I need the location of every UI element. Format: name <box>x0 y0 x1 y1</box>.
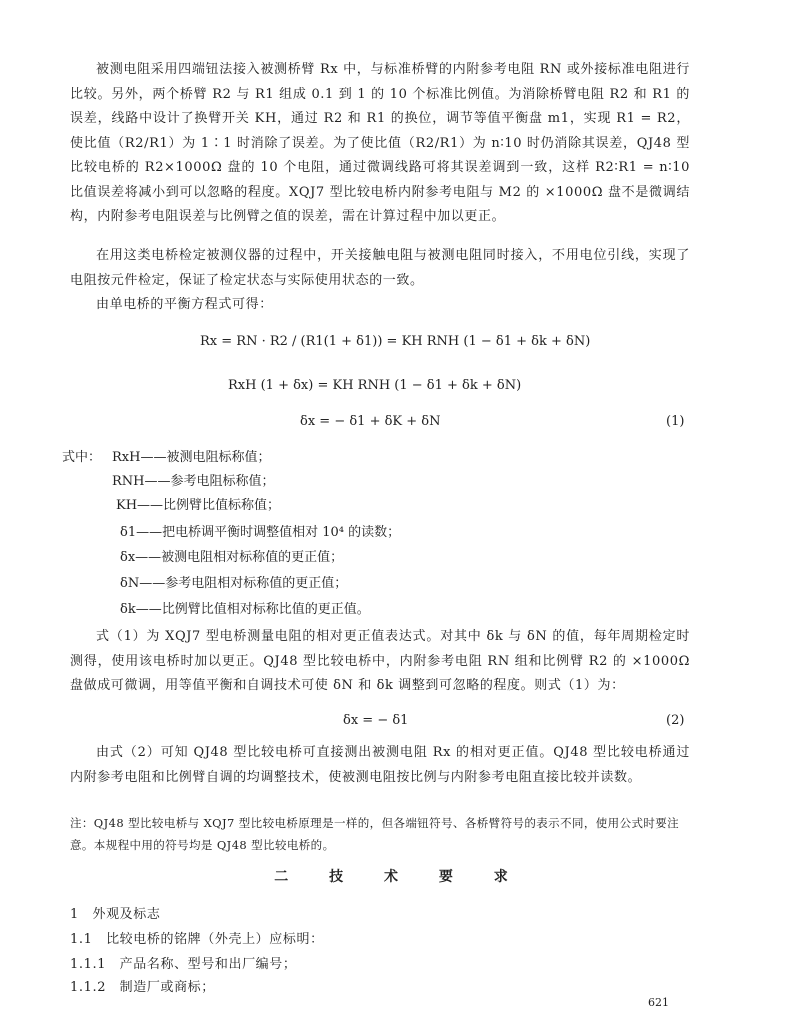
section-heading: 二 技 术 要 求 <box>274 869 526 885</box>
definition-deltan: δN——参考电阻相对标称值的更正值； <box>120 576 348 591</box>
definitions-lead: 式中： <box>62 450 102 465</box>
paragraph-formula-explanation: 式（1）为 XQJ7 型电桥测量电阻的相对更正值表达式。对其中 δk 与 δN 的值，每年周期检定时测得，使用该电桥时加以更正。QJ48 型比较电桥中，内附参考电阻 RN 组和比例臂 R2 的 ×1000Ω 盘做成可微调，用等值平衡和自调技术可使 δN 和 δk 调整到可忽略的程度。则式（1）为： <box>70 629 690 693</box>
list-item: 1.1.2 制造厂或商标； <box>70 980 215 995</box>
paragraph-verification: 在用这类电桥检定被测仪器的过程中，开关接触电阻与被测电阻同时接入，不用电位引线，实现了电阻按元件检定，保证了检定状态与实际使用状态的一致。 <box>70 248 690 288</box>
paragraph-direct-measure: 由式（2）可知 QJ48 型比较电桥可直接测出被测电阻 Rx 的相对更正值。QJ48 型比较电桥通过内附参考电阻和比例臂自调的均调整技术，使被测电阻按比例与内附参考电阻直接比较并读数。 <box>70 745 690 785</box>
list-item: 1 外观及标志 <box>70 907 161 922</box>
definition-rxh: RxH——被测电阻标称值； <box>112 450 271 465</box>
equation-number-2: (2) <box>666 713 685 728</box>
equation-bridge-balance: Rx = RN · R2 / (R1(1 + δ1)) = KH RNH (1 − δ1 + δk + δN) <box>200 334 591 349</box>
paragraph-balance-intro: 由单电桥的平衡方程式可得： <box>96 297 273 312</box>
definition-kh: KH——比例臂比值标称值； <box>116 498 281 513</box>
equation-correction: δx = − δ1 + δK + δN <box>300 414 441 429</box>
definition-deltax: δx——被测电阻相对标称值的更正值； <box>120 550 344 565</box>
equation-nominal: RxH (1 + δx) = KH RNH (1 − δ1 + δk + δN) <box>228 378 522 393</box>
note-symbols: 注：QJ48 型比较电桥与 XQJ7 型比较电桥原理是一样的，但各端钮符号、各桥臂符号的表示不同，使用公式时要注意。本规程中用的符号均是 QJ48 型比较电桥的。 <box>70 816 680 852</box>
definition-deltak: δk——比例臂比值相对标称比值的更正值。 <box>120 602 370 617</box>
definition-delta1: δ1——把电桥调平衡时调整值相对 10⁴ 的读数； <box>120 525 401 540</box>
list-item: 1.1.1 产品名称、型号和出厂编号； <box>70 957 297 972</box>
equation-number-1: (1) <box>666 414 685 429</box>
paragraph-method: 被测电阻采用四端钮法接入被测桥臂 Rx 中，与标准桥臂的内附参考电阻 RN 或外接标准电阻进行比较。另外，两个桥臂 R2 与 R1 组成 0.1 到 1 的 10 个标准比例值。为消除桥臂电阻 R2 和 R1 的误差，线路中设计了换臂开关 KH，通过 R2 和 R1 的换位，调节等值平衡盘 m1，实现 R1 = R2，使比值（R2/R1）为 1∶1 时消除了误差。为了使比值（R2/R1）为 n∶10 时仍消除其误差，QJ48 型比较电桥的 R2×1000Ω 盘的 10 个电阻，通过微调线路可将其误差调到一致，这样 R2∶R1 = n∶10 比值误差将减小到可以忽略的程度。XQJ7 型比较电桥内附参考电阻与 M2 的 ×1000Ω 盘不是微调结构，内附参考电阻误差与比例臂之值的误差，需在计算过程中加以更正。 <box>70 62 690 224</box>
equation-simplified: δx = − δ1 <box>343 713 409 728</box>
definition-rnh: RNH——参考电阻标称值； <box>112 474 275 489</box>
page-number: 621 <box>648 996 669 1009</box>
list-item: 1.1 比较电桥的铭牌（外壳上）应标明： <box>70 932 324 947</box>
